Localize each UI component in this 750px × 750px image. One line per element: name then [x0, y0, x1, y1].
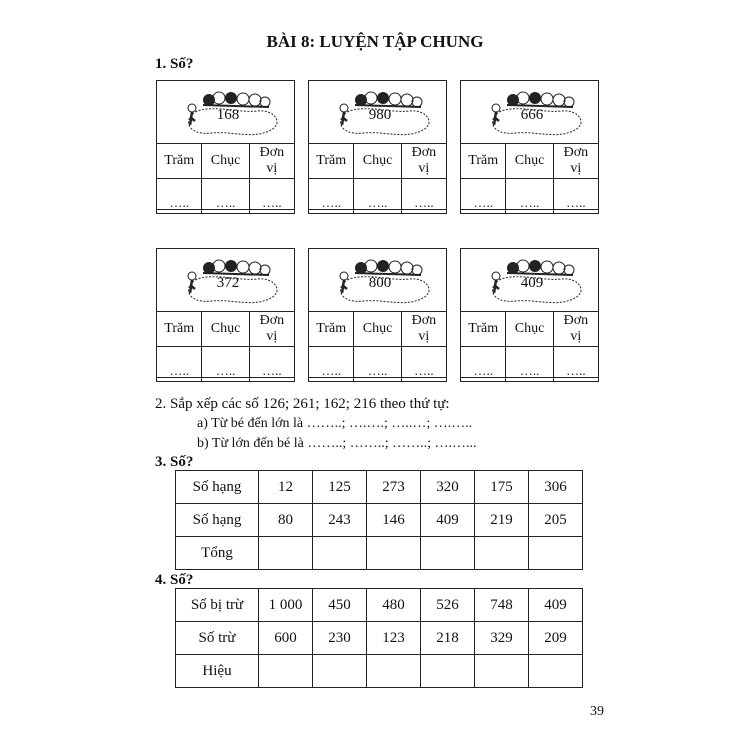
place-value-table	[156, 143, 295, 214]
value-cell: 1 000	[259, 589, 313, 622]
number-card	[308, 80, 447, 210]
value-cell: 600	[259, 622, 313, 655]
header-hundreds: Trăm	[157, 144, 202, 179]
number-card	[156, 248, 295, 378]
header-hundreds: Trăm	[461, 312, 506, 347]
exercise-2-line-a: a) Từ bé đến lớn là ……..; ….….; …..…; ….…..	[197, 416, 473, 431]
blank-hundreds: …..	[461, 179, 506, 214]
blank-tens: …..	[506, 179, 553, 214]
header-hundreds: Trăm	[309, 312, 354, 347]
header-units	[401, 144, 446, 179]
exercise-2-text: 2. Sắp xếp các số 126; 261; 162; 216 theo thứ tự:	[155, 396, 450, 412]
row-label: Hiệu	[176, 655, 259, 688]
header-tens: Chục	[506, 312, 553, 347]
header-units-line1: Đơn	[563, 313, 589, 328]
exercise-2-heading	[155, 396, 450, 413]
page-number: 39	[590, 704, 604, 719]
value-cell: 409	[529, 589, 583, 622]
card-number: 372	[216, 275, 240, 291]
header-units-line2: vị	[570, 161, 582, 176]
header-units-line2: vị	[266, 161, 278, 176]
value-cell: 306	[529, 471, 583, 504]
table-row	[176, 622, 583, 655]
addition-table	[175, 470, 583, 570]
value-cell: 209	[529, 622, 583, 655]
blank-units: …..	[249, 179, 294, 214]
header-units-line1: Đơn	[563, 145, 589, 160]
answer-cell	[529, 655, 583, 688]
header-tens: Chục	[202, 144, 249, 179]
blank-units: …..	[553, 179, 598, 214]
header-units-line2: vị	[266, 329, 278, 344]
place-value-table	[308, 311, 447, 382]
blank-tens: …..	[202, 179, 249, 214]
header-units-line1: Đơn	[259, 313, 285, 328]
value-cell: 205	[529, 504, 583, 537]
header-units	[401, 312, 446, 347]
header-units-line2: vị	[418, 329, 430, 344]
header-tens: Chục	[354, 312, 401, 347]
header-tens: Chục	[354, 144, 401, 179]
blank-units: …..	[553, 347, 598, 382]
value-cell: 219	[475, 504, 529, 537]
header-tens: Chục	[202, 312, 249, 347]
value-cell: 80	[259, 504, 313, 537]
value-cell: 450	[313, 589, 367, 622]
number-card	[460, 248, 599, 378]
exercise-1-heading: 1. Số?	[155, 56, 194, 72]
exercise-4-heading: 4. Số?	[155, 572, 194, 588]
header-tens: Chục	[506, 144, 553, 179]
header-units-line1: Đơn	[411, 313, 437, 328]
blank-tens: …..	[202, 347, 249, 382]
value-cell: 146	[367, 504, 421, 537]
answer-cell	[367, 655, 421, 688]
blank-hundreds: …..	[157, 347, 202, 382]
answer-cell	[313, 655, 367, 688]
answer-cell	[529, 537, 583, 570]
header-hundreds: Trăm	[461, 144, 506, 179]
header-units-line1: Đơn	[411, 145, 437, 160]
header-hundreds: Trăm	[309, 144, 354, 179]
value-cell: 243	[313, 504, 367, 537]
header-units	[553, 312, 598, 347]
row-label: Số trừ	[176, 622, 259, 655]
value-cell: 480	[367, 589, 421, 622]
answer-cell	[259, 655, 313, 688]
value-cell: 123	[367, 622, 421, 655]
answer-cell	[367, 537, 421, 570]
subtraction-table	[175, 588, 583, 688]
value-cell: 125	[313, 471, 367, 504]
header-hundreds: Trăm	[157, 312, 202, 347]
blank-tens: …..	[506, 347, 553, 382]
header-units-line1: Đơn	[259, 145, 285, 160]
place-value-table	[308, 143, 447, 214]
place-value-table	[460, 311, 599, 382]
value-cell: 320	[421, 471, 475, 504]
table-row	[176, 589, 583, 622]
value-cell: 748	[475, 589, 529, 622]
value-cell: 218	[421, 622, 475, 655]
header-units-line2: vị	[570, 329, 582, 344]
table-row	[176, 504, 583, 537]
page-title: BÀI 8: LUYỆN TẬP CHUNG	[266, 32, 484, 51]
header-units	[249, 312, 294, 347]
value-cell: 273	[367, 471, 421, 504]
number-card	[460, 80, 599, 210]
exercise-2-line-b: b) Từ lớn đến bé là ……..; ……..; ……..; ….…...	[197, 436, 477, 451]
blank-hundreds: …..	[157, 179, 202, 214]
card-number: 409	[520, 275, 544, 291]
answer-cell	[475, 655, 529, 688]
value-cell: 175	[475, 471, 529, 504]
value-cell: 526	[421, 589, 475, 622]
blank-hundreds: …..	[309, 347, 354, 382]
blank-hundreds: …..	[461, 347, 506, 382]
table-row	[176, 471, 583, 504]
blank-tens: …..	[354, 347, 401, 382]
row-label: Tổng	[176, 537, 259, 570]
answer-cell	[421, 655, 475, 688]
blank-tens: …..	[354, 179, 401, 214]
header-units	[553, 144, 598, 179]
answer-cell	[421, 537, 475, 570]
header-units	[249, 144, 294, 179]
value-cell: 230	[313, 622, 367, 655]
table-row	[176, 655, 583, 688]
exercise-3-heading: 3. Số?	[155, 454, 194, 470]
blank-units: …..	[401, 347, 446, 382]
card-number: 800	[368, 275, 392, 291]
value-cell: 12	[259, 471, 313, 504]
place-value-table	[460, 143, 599, 214]
row-label: Số bị trừ	[176, 589, 259, 622]
answer-cell	[475, 537, 529, 570]
number-card	[156, 80, 295, 210]
row-label: Số hạng	[176, 504, 259, 537]
value-cell: 409	[421, 504, 475, 537]
table-row	[176, 537, 583, 570]
number-card	[308, 248, 447, 378]
blank-units: …..	[401, 179, 446, 214]
blank-units: …..	[249, 347, 294, 382]
value-cell: 329	[475, 622, 529, 655]
blank-hundreds: …..	[309, 179, 354, 214]
answer-cell	[313, 537, 367, 570]
row-label: Số hạng	[176, 471, 259, 504]
header-units-line2: vị	[418, 161, 430, 176]
card-number: 666	[520, 107, 544, 123]
answer-cell	[259, 537, 313, 570]
card-number: 168	[216, 107, 240, 123]
card-number: 980	[368, 107, 392, 123]
place-value-table	[156, 311, 295, 382]
